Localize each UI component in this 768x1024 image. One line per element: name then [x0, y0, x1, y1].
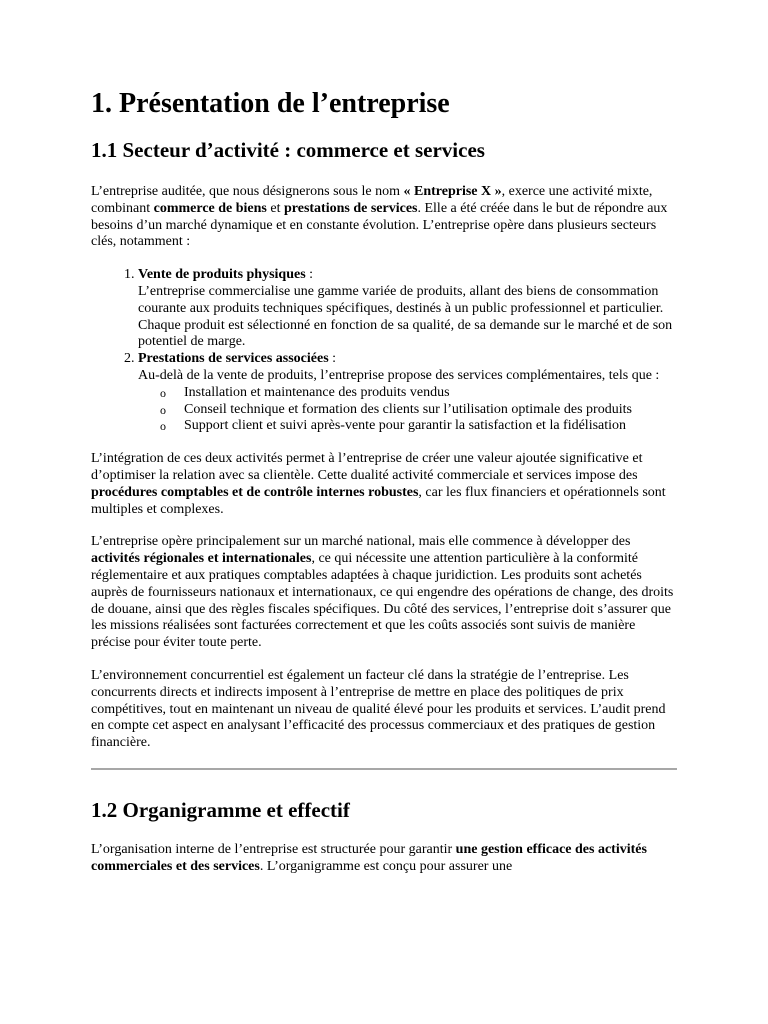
- list-item-services: [138, 351, 677, 435]
- list-item-text: L’entreprise commercialise une gamme variée de produits, allant des biens de consommation courante aux produits techniques spécifiques, destinés à un public professionnel et particulier. Chaque produit est sélectionné en fonction de sa qualité, de sa demande sur le marché et de son potentiel de marge.: [138, 283, 673, 350]
- integration-text-2: , car les flux financiers et opérationnels sont multiples et complexes.: [91, 484, 666, 517]
- list-item-colon: :: [305, 267, 314, 283]
- page-title: 1. Présentation de l’entreprise: [91, 88, 450, 119]
- market-text-2: , ce qui nécessite une attention particulière à la conformité réglementaire et aux pratiques comptables adaptées à chaque juridiction. Les produits sont achetés auprès de fournisseurs nationaux et internationaux, ce qui engendre des opérations de change, des droits de douane, ainsi que des règles fiscales spécifiques. Du côté des services, l’entreprise doit s’assurer que les missions réalisées sont facturées correctement et que les coûts associés sont suivis de manière précise pour éviter toute perte.: [91, 551, 674, 651]
- list-item-products: [138, 267, 677, 351]
- integration-bold: procédures comptables et de contrôle internes robustes: [91, 484, 419, 500]
- services-sublist: [138, 385, 677, 435]
- intro-bold-company: « Entreprise X »: [403, 184, 502, 199]
- sublist-item: o Support client et suivi après-vente pour garantir la satisfaction et la fidélisation: [160, 418, 677, 435]
- intro-text-4: . Elle a été créée dans le but de répondre aux besoins d’un marché dynamique et en constante évolution. L’entreprise opère dans plusieurs secteurs clés, notamment :: [91, 200, 668, 250]
- intro-paragraph: [91, 184, 677, 251]
- list-item-text: Au-delà de la vente de produits, l’entreprise propose des services complémentaires, tels que :: [138, 367, 660, 383]
- organization-text-1: L’organisation interne de l’entreprise est structurée pour garantir: [91, 841, 456, 857]
- intro-bold-commerce: commerce de biens: [153, 200, 267, 216]
- integration-paragraph: [91, 451, 677, 518]
- section-heading-1-2: 1.2 Organigramme et effectif: [91, 797, 350, 822]
- integration-text-1: L’intégration de ces deux activités permet à l’entreprise de créer une valeur ajoutée significative et d’optimiser la relation avec sa clientèle. Cette dualité activité commerciale et services impose des: [91, 451, 643, 483]
- competition-paragraph: L’environnement concurrentiel est également un facteur clé dans la stratégie de l’entreprise. Les concurrents directs et indirects imposent à l’entreprise de mettre en place des politiques de prix compétitives, tout en maintenant un niveau de qualité élevé pour les produits et services. L’audit prend en compte cet aspect en analysant l’efficacité des processus commerciaux et des pratiques de gestion financière.: [91, 667, 666, 751]
- intro-bold-services: prestations de services: [283, 200, 418, 216]
- list-item-colon: :: [328, 351, 337, 367]
- market-text-1: L’entreprise opère principalement sur un marché national, mais elle commence à développer des: [91, 534, 631, 550]
- intro-text-1: L’entreprise auditée, que nous désignerons sous le nom: [91, 184, 404, 199]
- list-item-title: Prestations de services associées: [138, 351, 329, 367]
- market-paragraph: [91, 534, 677, 652]
- sublist-item: o Installation et maintenance des produits vendus: [160, 385, 677, 402]
- list-item-title: Vente de produits physiques: [138, 267, 306, 283]
- sublist-item: o Conseil technique et formation des clients sur l’utilisation optimale des produits: [160, 402, 677, 419]
- intro-text-2: , exerce une activité mixte, combinant: [91, 184, 653, 216]
- organization-paragraph: [91, 842, 677, 876]
- intro-text-3: et: [266, 200, 284, 216]
- activity-list: [91, 267, 677, 435]
- organization-bold: une gestion efficace des activités commerciales et des services: [91, 841, 647, 874]
- section-divider: [91, 768, 677, 770]
- section-heading-1-1: 1.1 Secteur d’activité : commerce et services: [91, 138, 485, 162]
- organization-text-2: . L’organigramme est conçu pour assurer une: [259, 858, 513, 874]
- market-bold: activités régionales et internationales: [91, 551, 312, 567]
